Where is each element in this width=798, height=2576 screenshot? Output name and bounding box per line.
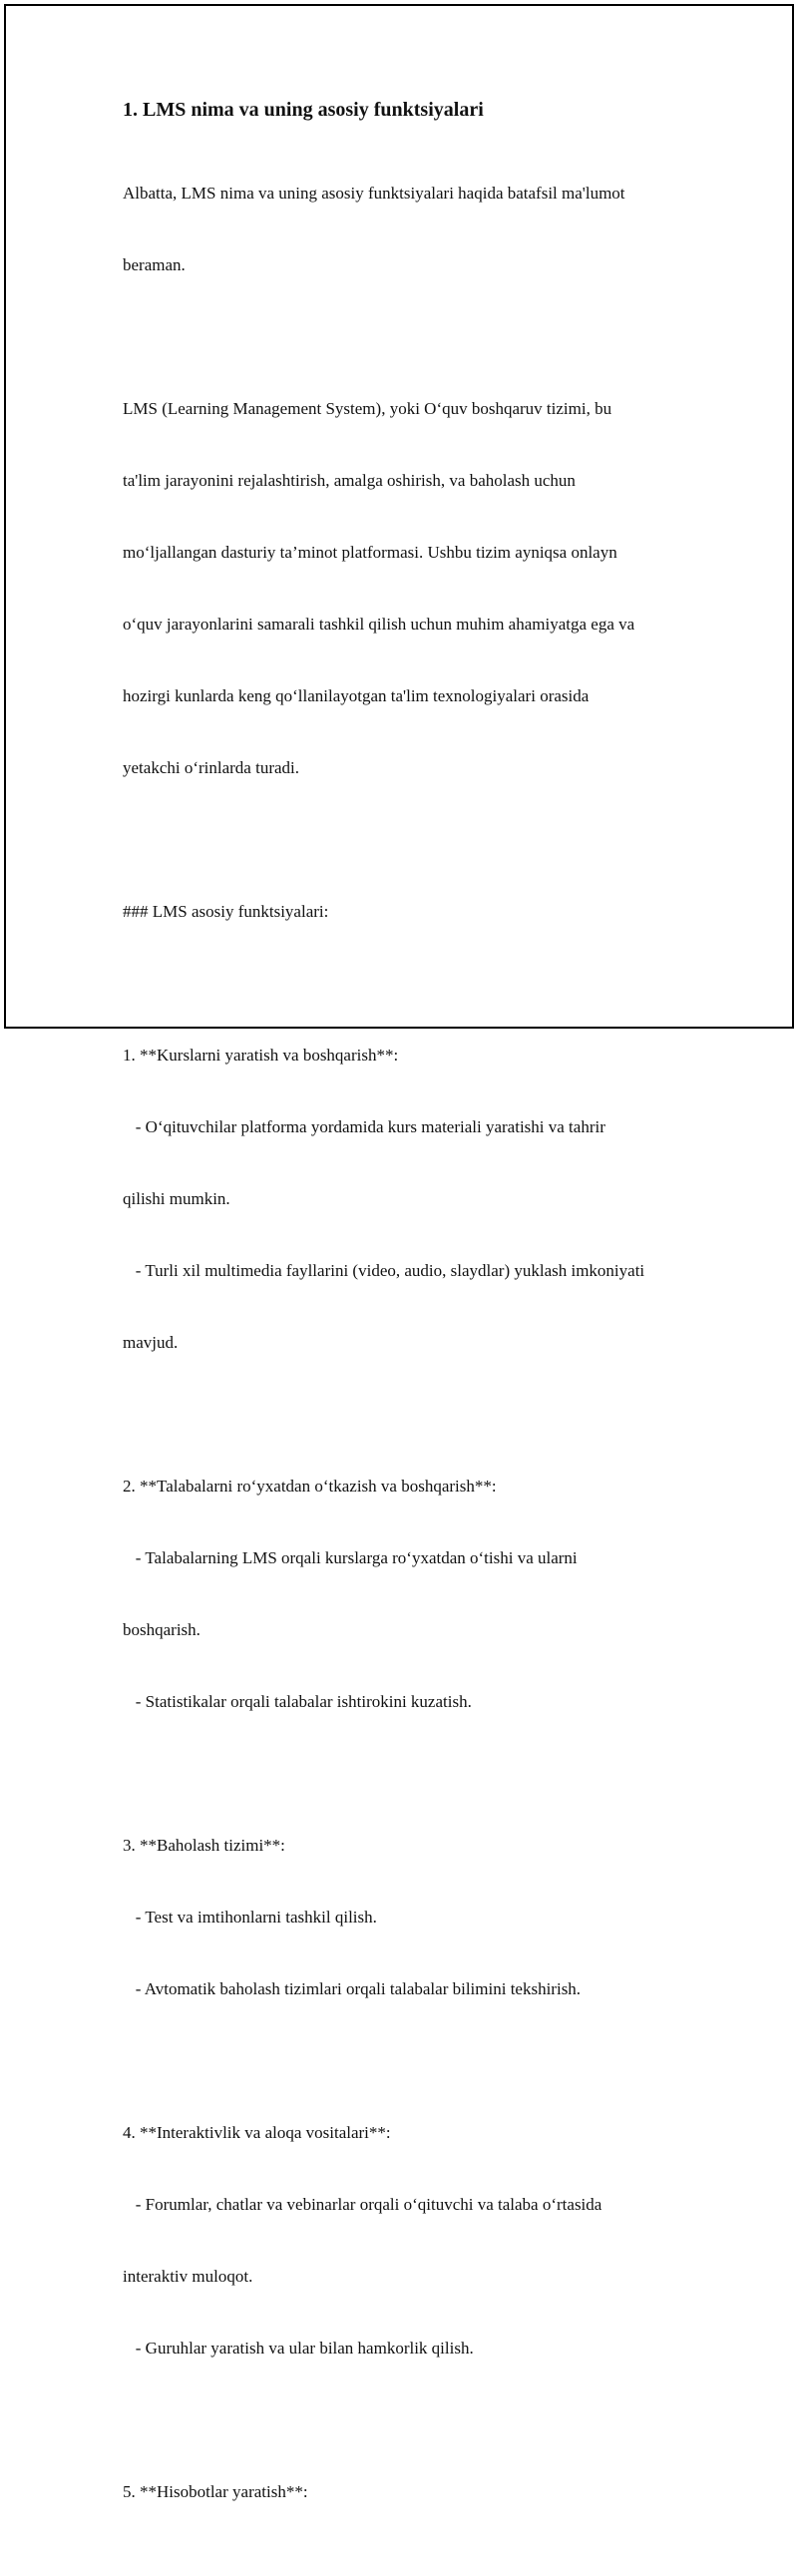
text-line: - Guruhlar yaratish va ular bilan hamkorlik qilish. [123, 2339, 474, 2358]
section-heading [123, 852, 706, 972]
list-item [123, 996, 706, 1403]
text-line: - O‘qituvchilar platforma yordamida kurs materiali yaratishi va tahrir [123, 1117, 605, 1136]
text-line: - Test va imtihonlarni tashkil qilish. [123, 1908, 377, 1927]
list-item [123, 2432, 706, 2552]
text-line: - Forumlar, chatlar va vebinarlar orqali o‘qituvchi va talaba o‘rtasida [123, 2195, 602, 2214]
text-line: yetakchi o‘rinlarda turadi. [123, 758, 300, 777]
section-heading-text: ### LMS asosiy funktsiyalari: [123, 902, 329, 921]
text-line: - Avtomatik baholash tizimlari orqali talabalar bilimini tekshirish. [123, 1979, 582, 1998]
list-item [123, 1427, 706, 1762]
text-line: - Turli xil multimedia fayllarini (video, audio, slaydlar) yuklash imkoniyati [123, 1261, 645, 1280]
text-line: Albatta, LMS nima va uning asosiy funktsiyalari haqida batafsil ma'lumot [123, 184, 625, 203]
text-line: mavjud. [123, 1333, 179, 1352]
document-title: 1. LMS nima va uning asosiy funktsiyalari [123, 99, 484, 121]
list-item [123, 1786, 706, 2049]
text-line: qilishi mumkin. [123, 1189, 230, 1208]
page-frame [4, 4, 794, 2501]
text-line: o‘quv jarayonlarini samarali tashkil qilish uchun muhim ahamiyatga ega va [123, 615, 635, 634]
text-line: 2. **Talabalarni ro‘yxatdan o‘tkazish va boshqarish**: [123, 1477, 497, 1496]
text-line: mo‘ljallangan dasturiy ta’minot platformasi. Ushbu tizim ayniqsa onlayn [123, 543, 617, 562]
text-line: interaktiv muloqot. [123, 2267, 253, 2286]
text-line: 4. **Interaktivlik va aloqa vositalari**: [123, 2123, 391, 2142]
text-line: boshqarish. [123, 1620, 200, 1639]
intro-paragraph [123, 134, 706, 325]
text-line: 1. **Kurslarni yaratish va boshqarish**: [123, 1046, 399, 1065]
document-body [118, 98, 706, 2576]
list-item [123, 2073, 706, 2408]
text-line: hozirgi kunlarda keng qo‘llanilayotgan ta'lim texnologiyalari orasida [123, 686, 590, 705]
text-line: beraman. [123, 255, 186, 274]
text-line: 3. **Baholash tizimi**: [123, 1836, 285, 1855]
definition-paragraph [123, 349, 706, 828]
text-line: 5. **Hisobotlar yaratish**: [123, 2482, 308, 2501]
text-line: ta'lim jarayonini rejalashtirish, amalga oshirish, va baholash uchun [123, 471, 576, 490]
text-line: - Talabalarning LMS orqali kurslarga ro‘yxatdan o‘tishi va ularni [123, 1548, 578, 1567]
text-line: - Statistikalar orqali talabalar ishtirokini kuzatish. [123, 1692, 472, 1711]
text-line: LMS (Learning Management System), yoki O‘quv boshqaruv tizimi, bu [123, 399, 612, 418]
